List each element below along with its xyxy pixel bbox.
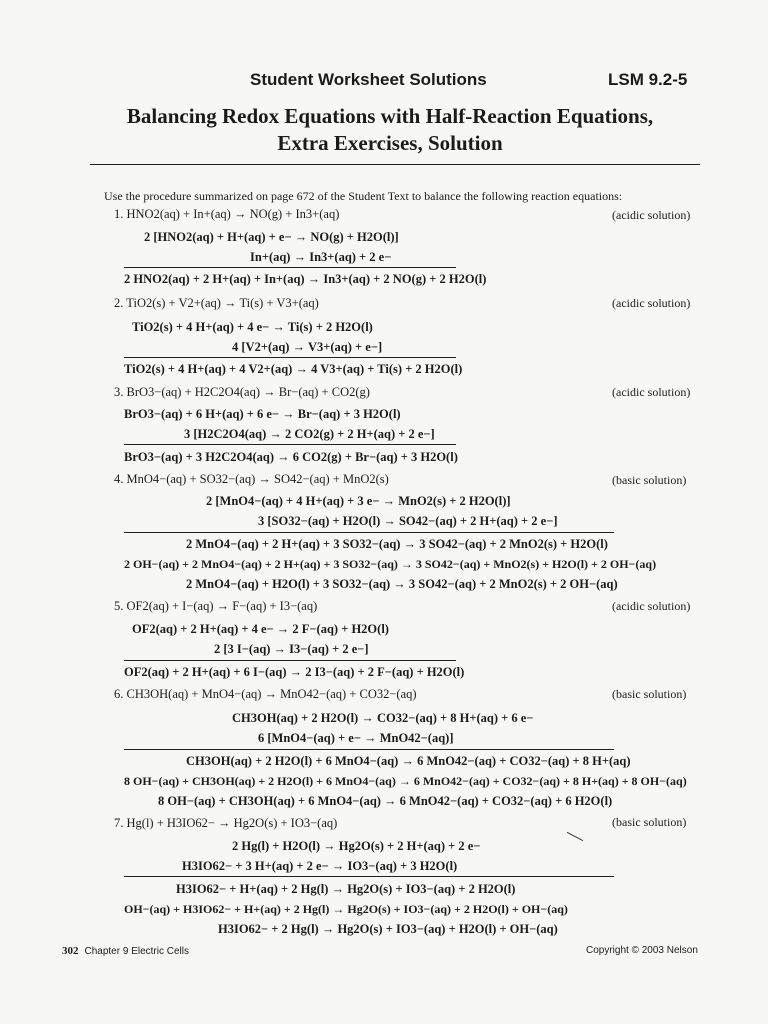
equation-line: 2 Hg(l) + H2O(l) → Hg2O(s) + 2 H+(aq) + 2 e− <box>232 839 481 853</box>
equation-line: CH3OH(aq) + 2 H2O(l) + 6 MnO4−(aq) → 6 MnO42−(aq) + CO32−(aq) + 8 H+(aq) <box>186 754 631 768</box>
page-title-line1: Balancing Redox Equations with Half-Reaction Equations, <box>126 104 654 128</box>
pen-mark <box>567 832 583 841</box>
equation-line: 3. BrO3−(aq) + H2C2O4(aq) → Br−(aq) + CO2(g) <box>114 385 370 399</box>
equation-line: BrO3−(aq) + 6 H+(aq) + 6 e− → Br−(aq) + 3 H2O(l) <box>124 407 401 421</box>
equation-line: 6. CH3OH(aq) + MnO4−(aq) → MnO42−(aq) + CO32−(aq) <box>114 687 417 701</box>
equation-line: H3IO62− + H+(aq) + 2 Hg(l) → Hg2O(s) + IO3−(aq) + 2 H2O(l) <box>176 882 516 896</box>
copyright: Copyright © 2003 Nelson <box>586 945 698 956</box>
equation-line: CH3OH(aq) + 2 H2O(l) → CO32−(aq) + 8 H+(aq) + 6 e− <box>232 711 534 725</box>
solution-condition: (basic solution) <box>612 473 687 487</box>
equation-line: 4. MnO4−(aq) + SO32−(aq) → SO42−(aq) + MnO2(s) <box>114 472 389 486</box>
equation-line: 6 [MnO4−(aq) + e− → MnO42−(aq)] <box>258 731 454 745</box>
solution-condition: (basic solution) <box>612 687 687 701</box>
equation-line: H3IO62− + 2 Hg(l) → Hg2O(s) + IO3−(aq) + H2O(l) + OH−(aq) <box>218 922 558 936</box>
equation-line: OH−(aq) + H3IO62− + H+(aq) + 2 Hg(l) → Hg2O(s) + IO3−(aq) + 2 H2O(l) + OH−(aq) <box>124 902 568 916</box>
equation-line: 1. HNO2(aq) + In+(aq) → NO(g) + In3+(aq) <box>114 207 340 221</box>
equation-line: TiO2(s) + 4 H+(aq) + 4 V2+(aq) → 4 V3+(aq) + Ti(s) + 2 H2O(l) <box>124 362 463 376</box>
solution-condition: (acidic solution) <box>612 385 691 399</box>
equation-line: 8 OH−(aq) + CH3OH(aq) + 6 MnO4−(aq) → 6 MnO42−(aq) + CO32−(aq) + 6 H2O(l) <box>158 794 613 808</box>
sum-line <box>124 749 614 750</box>
equation-line: 2 OH−(aq) + 2 MnO4−(aq) + 2 H+(aq) + 3 SO32−(aq) → 3 SO42−(aq) + MnO2(s) + H2O(l) + 2 OH−(aq) <box>124 557 657 571</box>
equation-line: 3 [SO32−(aq) + H2O(l) → SO42−(aq) + 2 H+(aq) + 2 e−] <box>258 514 558 528</box>
equation-line: 2 [HNO2(aq) + H+(aq) + e− → NO(g) + H2O(l)] <box>144 230 399 244</box>
sum-line <box>124 357 456 358</box>
sum-line <box>124 532 614 533</box>
chapter-label: Chapter 9 Electric Cells <box>84 946 189 957</box>
equation-line: 2 MnO4−(aq) + H2O(l) + 3 SO32−(aq) → 3 SO42−(aq) + 2 MnO2(s) + 2 OH−(aq) <box>186 577 618 591</box>
equation-line: 4 [V2+(aq) → V3+(aq) + e−] <box>232 340 383 354</box>
equation-line: 5. OF2(aq) + I−(aq) → F−(aq) + I3−(aq) <box>114 599 318 613</box>
equation-line: 2 [MnO4−(aq) + 4 H+(aq) + 3 e− → MnO2(s) + 2 H2O(l)] <box>206 494 511 508</box>
equation-line: In+(aq) → In3+(aq) + 2 e− <box>250 250 392 264</box>
equation-line: OF2(aq) + 2 H+(aq) + 4 e− → 2 F−(aq) + H2O(l) <box>132 622 389 636</box>
equation-line: BrO3−(aq) + 3 H2C2O4(aq) → 6 CO2(g) + Br−(aq) + 3 H2O(l) <box>124 450 458 464</box>
equation-line: TiO2(s) + 4 H+(aq) + 4 e− → Ti(s) + 2 H2O(l) <box>132 320 373 334</box>
instructions: Use the procedure summarized on page 672 of the Student Text to balance the following reaction equations: <box>104 189 623 203</box>
equation-line: 2 HNO2(aq) + 2 H+(aq) + In+(aq) → In3+(aq) + 2 NO(g) + 2 H2O(l) <box>124 272 487 286</box>
equation-line: 2 [3 I−(aq) → I3−(aq) + 2 e−] <box>214 642 369 656</box>
sum-line <box>124 876 614 877</box>
sum-line <box>124 444 456 445</box>
equation-line: H3IO62− + 3 H+(aq) + 2 e− → IO3−(aq) + 3 H2O(l) <box>182 859 458 873</box>
solution-condition: (acidic solution) <box>612 208 691 222</box>
equation-line: 8 OH−(aq) + CH3OH(aq) + 2 H2O(l) + 6 MnO4−(aq) → 6 MnO42−(aq) + CO32−(aq) + 8 H+(aq) + 8 OH−(aq) <box>124 774 687 788</box>
solution-condition: (acidic solution) <box>612 296 691 310</box>
page-title-line2: Extra Exercises, Solution <box>277 131 503 155</box>
title-divider <box>90 164 700 165</box>
lesson-code: LSM 9.2-5 <box>608 70 688 89</box>
equation-line: 3 [H2C2O4(aq) → 2 CO2(g) + 2 H+(aq) + 2 e−] <box>184 427 435 441</box>
page-number: 302 <box>62 945 79 957</box>
equation-line: OF2(aq) + 2 H+(aq) + 6 I−(aq) → 2 I3−(aq) + 2 F−(aq) + H2O(l) <box>124 665 465 679</box>
equation-line: 2 MnO4−(aq) + 2 H+(aq) + 3 SO32−(aq) → 3 SO42−(aq) + 2 MnO2(s) + H2O(l) <box>186 537 608 551</box>
sum-line <box>124 267 456 268</box>
sum-line <box>124 660 456 661</box>
worksheet-header: Student Worksheet Solutions <box>250 70 487 89</box>
solution-condition: (acidic solution) <box>612 599 691 613</box>
footer-chapter <box>62 945 189 957</box>
equation-line: 7. Hg(l) + H3IO62− → Hg2O(s) + IO3−(aq) <box>114 816 338 830</box>
solution-condition: (basic solution) <box>612 815 687 829</box>
equation-line: 2. TiO2(s) + V2+(aq) → Ti(s) + V3+(aq) <box>114 296 319 310</box>
